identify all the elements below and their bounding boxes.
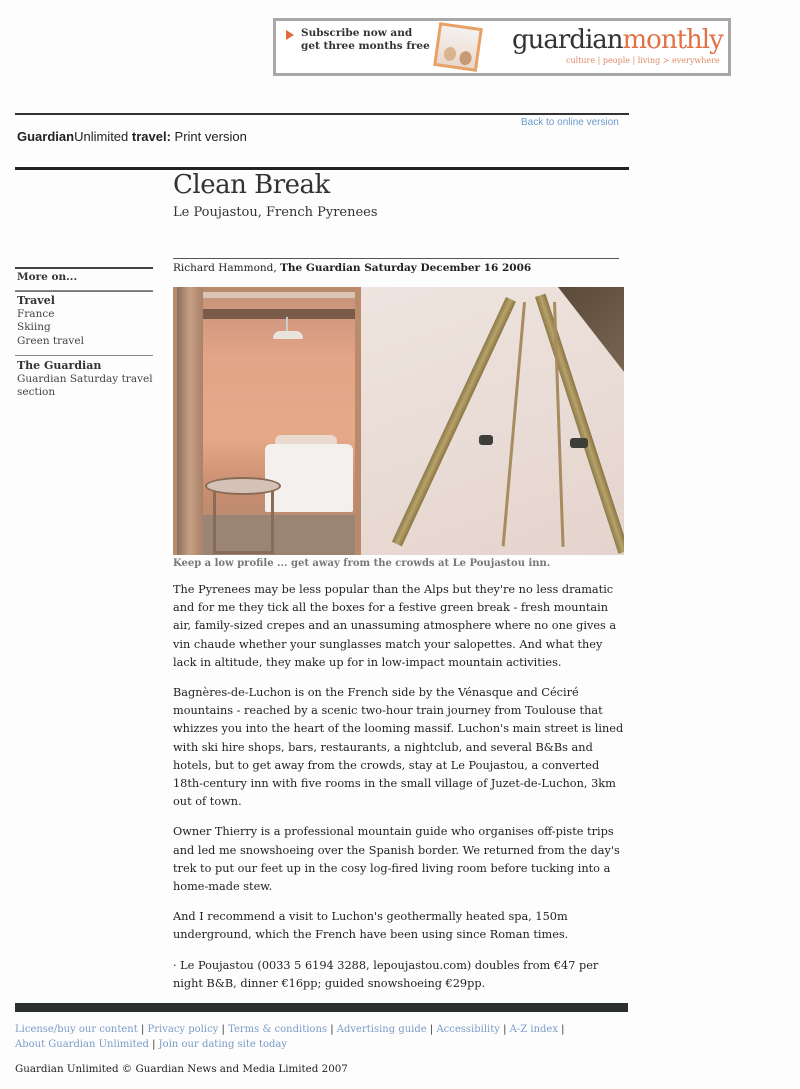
byline-divider: [173, 258, 619, 259]
sidebar-group-title: Travel: [17, 294, 55, 307]
article-body: [173, 581, 625, 1005]
article-title: Clean Break: [173, 170, 330, 200]
section-name: travel:: [131, 129, 171, 144]
separator: |: [429, 1024, 434, 1035]
magazine-cover-image: [433, 22, 483, 72]
footer-link-license[interactable]: License/buy our content: [15, 1024, 138, 1035]
sidebar-link-france[interactable]: France: [17, 307, 55, 320]
sidebar-group-guardian: [17, 359, 157, 400]
article-subtitle: Le Poujastou, French Pyrenees: [173, 205, 378, 220]
paragraph: · Le Poujastou (0033 5 6194 3288, lepoujastou.com) doubles from €47 per night B&B, dinner €16pp; guided snowshoeing €29pp.: [173, 958, 599, 990]
author-name: Richard Hammond,: [173, 262, 277, 274]
separator: |: [140, 1024, 145, 1035]
back-to-online-version-link[interactable]: Back to online version: [521, 117, 619, 128]
sidebar-heading: More on...: [17, 271, 78, 283]
brand-guardian: Guardian: [17, 129, 75, 144]
paragraph: Bagnères-de-Luchon is on the French side by the Vénasque and Céciré mountains - reached by a scenic two-hour train journey from Toulouse that whizzes you into the heart of the looming massif. Luchon's main street is lined with ski hire shops, bars, restaurants, a nightclub, and several B&Bs and hotels, but to get away from the crowds, stay at Le Poujastou, a converted 18th-century inn with five rooms in the small village of Juzet-de-Luchon, 3km out of town.: [173, 686, 624, 809]
byline: [173, 262, 531, 274]
copyright-notice: Guardian Unlimited © Guardian News and Media Limited 2007: [15, 1063, 348, 1075]
separator: |: [330, 1024, 334, 1035]
sidebar-link-saturday-travel[interactable]: Guardian Saturday travel section: [17, 372, 153, 398]
separator: |: [152, 1039, 156, 1050]
paragraph: The Pyrenees may be less popular than the Alps but they're no less dramatic and for me they tick all the boxes for a festive green break - fresh mountain air, family-sized crepes and an unassuming atmosphere where no one gives a vin chaude whether your sunglasses match your salopettes. And what they lack in altitude, they make up for in low-impact mountain activities.: [173, 583, 617, 669]
sidebar-divider: [15, 267, 153, 269]
separator: |: [503, 1024, 507, 1035]
subscription-ad-banner[interactable]: [273, 18, 731, 76]
separator: |: [221, 1024, 225, 1035]
footer-link-about[interactable]: About Guardian Unlimited: [15, 1039, 149, 1050]
footer-links: [15, 1022, 615, 1052]
separator: |: [561, 1024, 565, 1035]
sidebar-link-skiing[interactable]: Skiing: [17, 321, 51, 333]
header-divider: [15, 113, 629, 115]
arrow-right-icon: [286, 30, 294, 40]
footer-link-dating[interactable]: Join our dating site today: [158, 1039, 288, 1050]
sidebar-divider: [15, 290, 153, 292]
sidebar-group-title: The Guardian: [17, 359, 102, 372]
footer-link-accessibility[interactable]: Accessibility: [436, 1024, 500, 1035]
footer-link-privacy[interactable]: Privacy policy: [147, 1024, 219, 1035]
publication-date: The Guardian Saturday December 16 2006: [280, 262, 532, 274]
sidebar-link-green-travel[interactable]: Green travel: [17, 334, 84, 347]
sidebar-divider: [15, 355, 153, 356]
sidebar-group-travel: [17, 294, 84, 348]
brand-unlimited: Unlimited: [74, 129, 129, 144]
ad-tagline: culture | people | living > everywhere: [566, 56, 720, 65]
logo-monthly: monthly: [622, 25, 723, 55]
guardian-monthly-logo: [512, 25, 723, 55]
paragraph: And I recommend a visit to Luchon's geothermally heated spa, 150m underground, which the French have been using since Roman times.: [173, 910, 569, 942]
masthead: [17, 129, 247, 144]
footer-divider: [15, 1003, 628, 1012]
photo-caption: Keep a low profile ... get away from the crowds at Le Poujastou inn.: [173, 558, 551, 569]
article-photo: [173, 287, 624, 555]
footer-link-terms[interactable]: Terms & conditions: [228, 1024, 328, 1035]
footer-link-advertising[interactable]: Advertising guide: [336, 1024, 427, 1035]
print-version-label: Print version: [174, 129, 247, 144]
paragraph: Owner Thierry is a professional mountain guide who organises off-piste trips and led me snowshoeing over the Spanish border. We returned from the day's trek to put our feet up in the cosy log-fired living room before tucking into a home-made stew.: [173, 825, 620, 894]
ad-headline: Subscribe now and get three months free: [301, 27, 430, 52]
logo-guardian: guardian: [512, 25, 623, 55]
footer-link-az-index[interactable]: A-Z index: [509, 1024, 558, 1035]
